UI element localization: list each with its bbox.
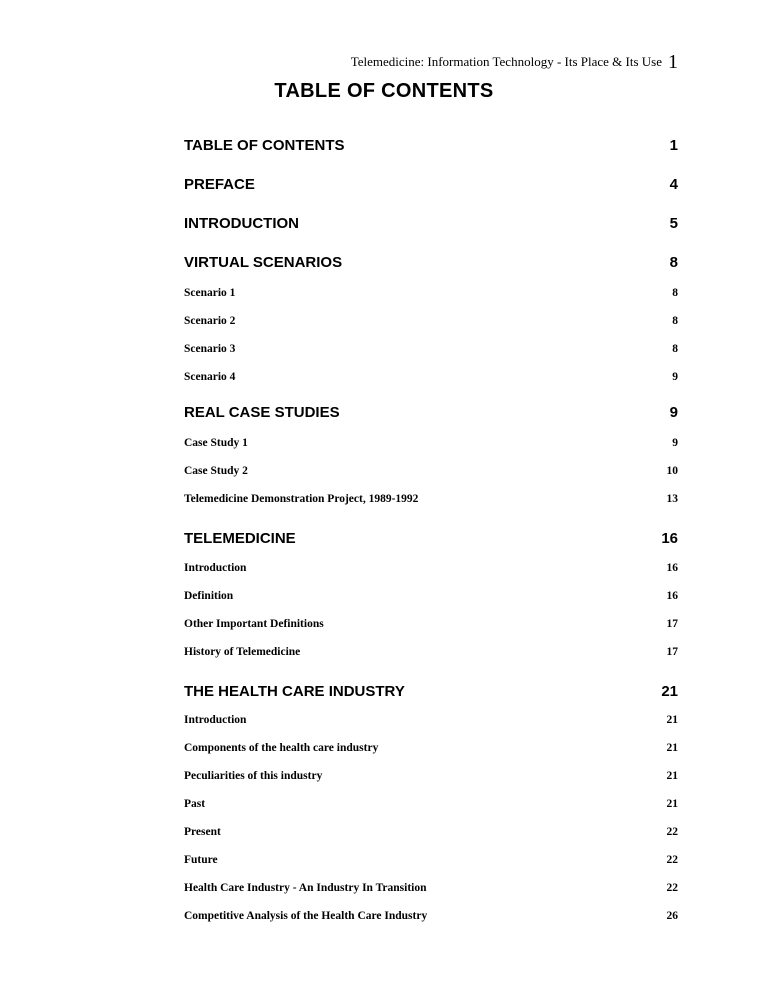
toc-entry-label: Scenario 4 [184, 371, 236, 383]
toc-entry-page: 21 [666, 798, 678, 810]
toc-entry[interactable] [184, 315, 678, 327]
toc-entry[interactable] [184, 714, 678, 726]
toc-entry[interactable] [184, 798, 678, 810]
toc-entry[interactable] [184, 826, 678, 838]
toc-title: TABLE OF CONTENTS [274, 80, 494, 102]
toc-entry[interactable] [184, 465, 678, 477]
toc-entry-label: Competitive Analysis of the Health Care Industry [184, 910, 428, 922]
toc-entry-label: Other Important Definitions [184, 618, 324, 630]
toc-entry[interactable] [184, 371, 678, 383]
toc-entry-page: 21 [666, 742, 678, 754]
toc-entry-label: Present [184, 826, 221, 838]
toc-entry-label: Introduction [184, 714, 247, 726]
toc-entry-page: 21 [666, 770, 678, 782]
toc-entry[interactable] [184, 683, 678, 700]
toc-entry-page: 5 [669, 215, 678, 232]
toc-entry[interactable] [184, 770, 678, 782]
toc-entry[interactable] [184, 287, 678, 299]
toc-entry-page: 9 [672, 371, 678, 383]
toc-entry-label: Peculiarities of this industry [184, 770, 323, 782]
toc-entry[interactable] [184, 176, 678, 193]
toc-entry[interactable] [184, 343, 678, 355]
toc-entry[interactable] [184, 493, 678, 505]
toc-entry-page: 22 [666, 854, 678, 866]
toc-entry-page: 17 [666, 646, 678, 658]
running-title: Telemedicine: Information Technology - Its Place & Its Use [350, 54, 662, 69]
toc-entry[interactable] [184, 854, 678, 866]
toc-entry-page: 22 [666, 826, 678, 838]
toc-entry-label: Health Care Industry - An Industry In Transition [184, 882, 427, 894]
toc-entry[interactable] [184, 562, 678, 574]
toc-entry-page: 21 [661, 683, 678, 700]
toc-entry-label: VIRTUAL SCENARIOS [184, 254, 343, 271]
toc-entry-label: Scenario 2 [184, 315, 236, 327]
toc-entry-page: 16 [661, 530, 678, 547]
toc-entry[interactable] [184, 215, 678, 232]
toc-entry[interactable] [184, 137, 678, 154]
toc-entry-label: Future [184, 854, 218, 866]
toc-entry-page: 10 [666, 465, 678, 477]
toc-entry-page: 4 [669, 176, 678, 193]
toc-entry-label: Scenario 1 [184, 287, 236, 299]
toc-entry-page: 8 [672, 343, 678, 355]
toc-entry-label: Past [184, 798, 206, 810]
toc-entry-page: 16 [666, 590, 678, 602]
toc-entry-label: TELEMEDICINE [184, 530, 296, 547]
toc-entry[interactable] [184, 882, 678, 894]
toc-entry-label: TABLE OF CONTENTS [184, 137, 345, 154]
toc-entry[interactable] [184, 910, 678, 922]
toc-entry[interactable] [184, 404, 678, 421]
toc-entry-page: 9 [669, 404, 678, 421]
toc-entry-page: 26 [666, 910, 678, 922]
toc-entry-label: PREFACE [184, 176, 255, 193]
toc-entry[interactable] [184, 530, 678, 547]
toc-entry[interactable] [184, 618, 678, 630]
toc-entry-label: History of Telemedicine [184, 646, 301, 658]
toc-entry-page: 21 [666, 714, 678, 726]
toc-entry-label: Telemedicine Demonstration Project, 1989-1992 [184, 493, 419, 505]
running-header [351, 51, 678, 74]
toc-entry-page: 8 [672, 315, 678, 327]
toc-entry-page: 9 [672, 437, 678, 449]
toc-entry-label: THE HEALTH CARE INDUSTRY [184, 683, 405, 700]
toc-entry-label: Scenario 3 [184, 343, 236, 355]
toc-entry[interactable] [184, 254, 678, 271]
toc-entry-label: Components of the health care industry [184, 742, 379, 754]
toc-entry-label: Case Study 1 [184, 437, 248, 449]
toc-entry-page: 22 [666, 882, 678, 894]
page-number: 1 [668, 51, 678, 73]
toc-entry-label: REAL CASE STUDIES [184, 404, 340, 421]
toc-entry-page: 1 [669, 137, 678, 154]
toc-entry[interactable] [184, 742, 678, 754]
toc-entry-label: Introduction [184, 562, 247, 574]
toc-entry-label: INTRODUCTION [184, 215, 299, 232]
toc-entry-label: Case Study 2 [184, 465, 248, 477]
toc-entry[interactable] [184, 437, 678, 449]
toc-entry[interactable] [184, 646, 678, 658]
toc-entry[interactable] [184, 590, 678, 602]
toc-entry-page: 8 [672, 287, 678, 299]
toc-entry-page: 16 [666, 562, 678, 574]
toc-entry-label: Definition [184, 590, 234, 602]
toc-entry-page: 13 [666, 493, 678, 505]
toc-entry-page: 17 [666, 618, 678, 630]
toc-entry-page: 8 [669, 254, 678, 271]
